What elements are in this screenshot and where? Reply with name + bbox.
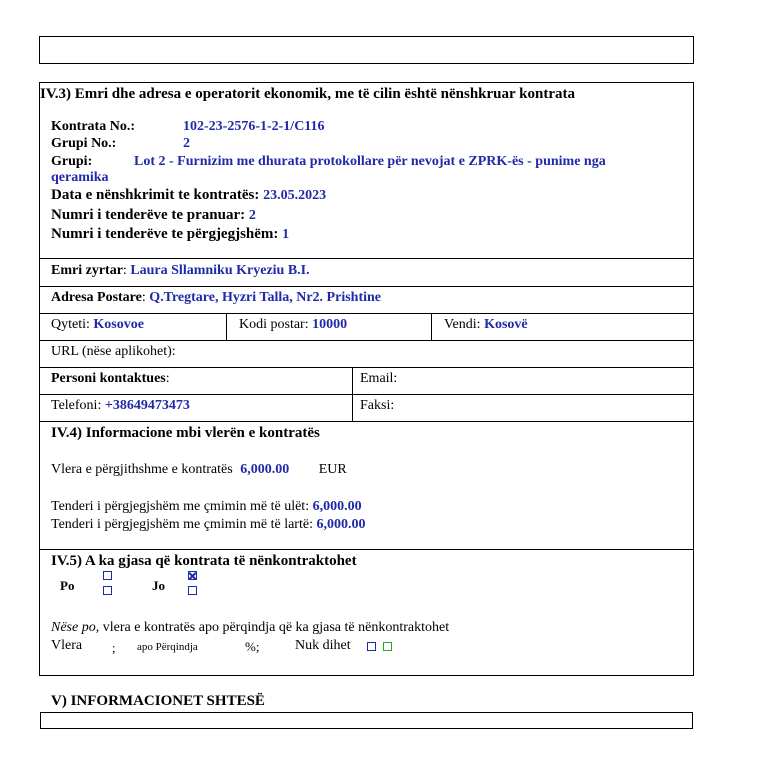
checkbox-unknown-blue[interactable]: [367, 642, 376, 651]
checkbox-po-bottom[interactable]: [103, 586, 112, 595]
divider: [39, 258, 694, 259]
lowest-price-row: [51, 499, 362, 515]
tenders-responsive-label: Numri i tenderëve te përgjegjshëm:: [51, 226, 279, 242]
divider: [39, 340, 694, 341]
phone-label: Telefoni:: [51, 398, 102, 413]
lowest-price-value: 6,000.00: [312, 499, 362, 514]
currency: EUR: [318, 462, 347, 477]
postal-code-label: Kodi postar:: [239, 317, 309, 332]
country-cell: [444, 317, 528, 333]
divider: [39, 286, 694, 287]
tenders-responsive-row: [51, 226, 289, 243]
official-name-label: Emri zyrtar: [51, 263, 123, 278]
country-value: Kosovë: [484, 317, 528, 332]
contract-no-label: Kontrata No.:: [51, 119, 135, 134]
tenders-received-value: 2: [248, 208, 256, 223]
email-label: Email:: [360, 371, 398, 386]
section-iv4-title: IV.4) Informacione mbi vlerën e kontratës: [51, 425, 320, 441]
city-label: Qyteti:: [51, 317, 90, 332]
group-label: Grupi:: [51, 154, 93, 169]
tenders-responsive-value: 1: [282, 227, 290, 242]
highest-price-label: Tenderi i përgjegjshëm me çmimin më të lartë:: [51, 517, 313, 532]
section-v-box: [40, 712, 693, 729]
divider: [431, 313, 432, 340]
contact-person-label: Personi kontaktues: [51, 371, 166, 386]
highest-price-value: 6,000.00: [316, 517, 366, 532]
official-name-value: Laura Sllamniku Kryeziu B.I.: [130, 263, 310, 278]
group-value-continued: qeramika: [51, 170, 109, 185]
divider: [352, 367, 353, 421]
official-name-row: Emri zyrtar: Laura Sllamniku Kryeziu B.I.: [51, 263, 310, 278]
tenders-received-label: Numri i tenderëve te pranuar:: [51, 207, 246, 223]
postal-code-value: 10000: [312, 317, 348, 332]
divider: [39, 367, 694, 368]
city-value: Kosovoe: [93, 317, 144, 332]
divider: [39, 394, 694, 395]
checkbox-unknown-green[interactable]: [383, 642, 392, 651]
sign-date-value: 23.05.2023: [263, 188, 327, 203]
divider: [39, 549, 694, 550]
section-iv3-title: IV.3) Emri dhe adresa e operatorit ekonomik, me të cilin është nënshkruar kontrata: [40, 86, 575, 102]
subcontract-percentage-label: apo Përqindja: [137, 641, 198, 653]
subcontract-percent-suffix: %;: [245, 639, 260, 654]
contract-total-value: 6,000.00: [240, 462, 290, 477]
postal-address-row: Adresa Postare: Q.Tregtare, Hyzri Talla, Nr2. Prishtine: [51, 290, 382, 305]
sign-date-row: [51, 187, 326, 204]
group-no-label: Grupi No.:: [51, 136, 117, 151]
top-empty-box: [39, 36, 694, 64]
option-po-label: Po: [60, 578, 75, 593]
sign-date-label: Data e nënshkrimit te kontratës:: [51, 187, 260, 203]
city-cell: [51, 317, 144, 333]
phone-value: +38649473473: [104, 398, 190, 413]
subcontract-note: [51, 620, 449, 636]
divider: [39, 313, 694, 314]
lowest-price-label: Tenderi i përgjegjshëm me çmimin më të ulët:: [51, 499, 310, 514]
if-yes-text: vlera e kontratës apo përqindja që ka gjasa të nënkontraktohet: [102, 620, 450, 635]
tenders-received-row: [51, 207, 256, 224]
contract-no-value: 102-23-2576-1-2-1/C116: [183, 119, 325, 134]
group-value: Lot 2 - Furnizim me dhurata protokollare për nevojat e ZPRK-ës - punime nga: [134, 154, 606, 169]
subcontract-value-label: Vlera: [51, 638, 83, 653]
phone-cell: [51, 398, 190, 414]
section-v-title: V) INFORMACIONET SHTESË: [51, 693, 265, 709]
if-yes-label: Nëse po,: [51, 620, 100, 635]
postal-address-label: Adresa Postare: [51, 290, 142, 305]
fax-label: Faksi:: [360, 398, 395, 413]
divider: [226, 313, 227, 340]
checkbox-jo-bottom[interactable]: [188, 586, 197, 595]
group-no-value: 2: [183, 136, 190, 151]
checkbox-po-top[interactable]: [103, 571, 112, 580]
highest-price-row: [51, 517, 365, 533]
subcontract-value-separator: ;: [112, 640, 116, 655]
contact-person-cell: Personi kontaktues:: [51, 371, 170, 386]
checkbox-jo-checked[interactable]: [188, 571, 197, 580]
divider: [39, 421, 694, 422]
contract-total-label: Vlera e përgjithshme e kontratës: [51, 462, 233, 477]
option-jo-label: Jo: [152, 578, 165, 593]
url-label: URL (nëse aplikohet):: [51, 344, 176, 359]
postal-code-cell: [239, 317, 347, 333]
postal-address-value: Q.Tregtare, Hyzri Talla, Nr2. Prishtine: [149, 290, 382, 305]
contract-total-row: [51, 462, 347, 478]
country-label: Vendi:: [444, 317, 481, 332]
unknown-label: Nuk dihet: [295, 638, 351, 653]
section-iv5-title: IV.5) A ka gjasa që kontrata të nënkontraktohet: [51, 553, 357, 569]
